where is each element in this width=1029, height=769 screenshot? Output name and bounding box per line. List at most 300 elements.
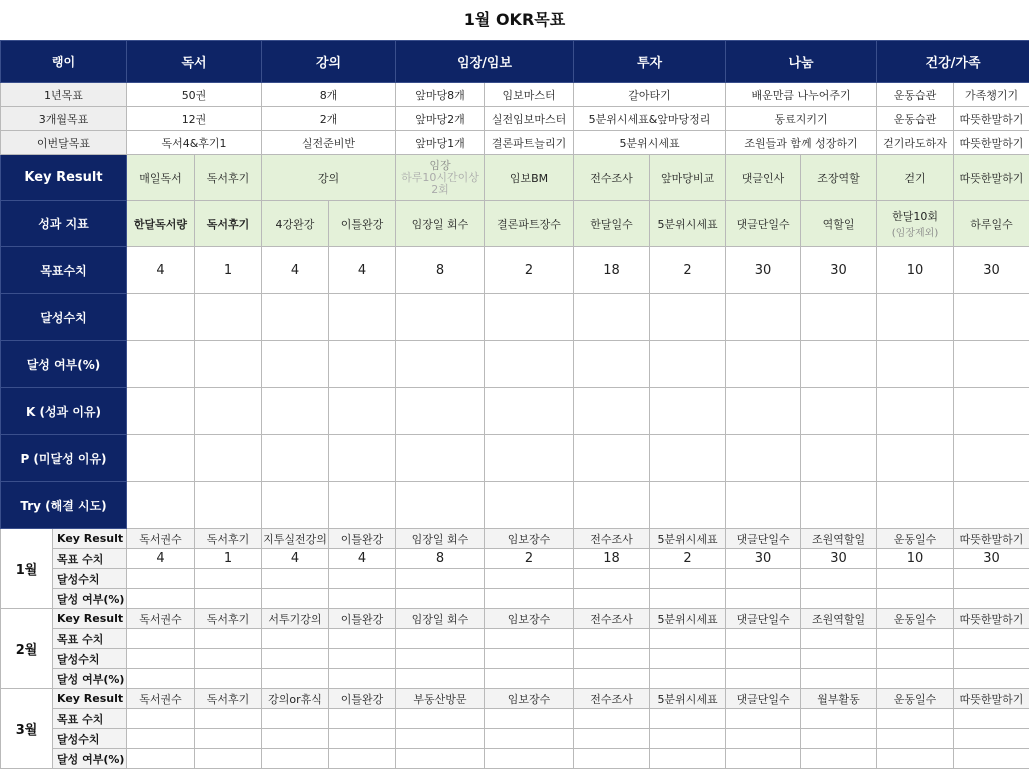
empty-cell[interactable] [127, 341, 195, 388]
empty-cell[interactable] [726, 482, 801, 529]
empty-cell[interactable] [329, 629, 396, 649]
empty-cell[interactable] [396, 729, 485, 749]
empty-cell[interactable] [726, 341, 801, 388]
empty-cell[interactable] [195, 729, 262, 749]
monthly-row-label: 달성수치 [53, 649, 127, 669]
metric-cell: 한달일수 [574, 201, 650, 247]
empty-cell[interactable] [650, 569, 726, 589]
empty-cell[interactable] [801, 435, 877, 482]
empty-cell[interactable] [650, 729, 726, 749]
empty-cell[interactable] [329, 649, 396, 669]
goal-cell: 배운만큼 나누어주기 [726, 83, 877, 107]
empty-cell[interactable] [801, 482, 877, 529]
key-result-cell: 앞마당비교 [650, 155, 726, 201]
empty-cell[interactable] [127, 435, 195, 482]
monthly-target-cell[interactable]: 4 [127, 549, 195, 569]
keep-row [1, 388, 1029, 435]
target-cell[interactable]: 10 [877, 247, 954, 294]
empty-cell[interactable] [329, 341, 396, 388]
empty-cell[interactable] [726, 569, 801, 589]
category-imjang: 임장/임보 [396, 41, 574, 83]
empty-cell[interactable] [396, 388, 485, 435]
empty-cell[interactable] [877, 569, 954, 589]
empty-cell[interactable] [262, 569, 329, 589]
key-result-cell: 전수조사 [574, 155, 650, 201]
empty-cell[interactable] [127, 388, 195, 435]
category-health: 건강/가족 [877, 41, 1029, 83]
goal-cell: 앞마당1개 [396, 131, 485, 155]
category-reading: 독서 [127, 41, 262, 83]
empty-cell[interactable] [801, 669, 877, 689]
empty-cell[interactable] [954, 729, 1029, 749]
empty-cell[interactable] [195, 589, 262, 609]
month-3-achieved-row [1, 729, 1029, 749]
key-result-cell: 조장역할 [801, 155, 877, 201]
target-cell[interactable]: 2 [650, 247, 726, 294]
empty-cell[interactable] [801, 569, 877, 589]
monthly-kr-cell: 댓글단일수 [726, 689, 801, 709]
empty-cell[interactable] [262, 435, 329, 482]
empty-cell[interactable] [329, 435, 396, 482]
empty-cell[interactable] [485, 729, 574, 749]
empty-cell[interactable] [877, 589, 954, 609]
metric-cell: 결론파트장수 [485, 201, 574, 247]
monthly-target-cell[interactable]: 8 [396, 549, 485, 569]
empty-cell[interactable] [954, 294, 1029, 341]
target-cell[interactable]: 4 [262, 247, 329, 294]
empty-cell[interactable] [329, 669, 396, 689]
empty-cell[interactable] [954, 482, 1029, 529]
rangi-header: 랭이 [1, 41, 127, 83]
category-share: 나눔 [726, 41, 877, 83]
target-cell[interactable]: 4 [329, 247, 396, 294]
row-label: 달성 여부(%) [1, 341, 127, 388]
empty-cell[interactable] [877, 749, 954, 769]
row-label: P (미달성 이유) [1, 435, 127, 482]
key-result-cell [396, 155, 485, 201]
monthly-kr-cell: 임보장수 [485, 609, 574, 629]
empty-cell[interactable] [329, 388, 396, 435]
monthly-kr-cell: 따뜻한말하기 [954, 609, 1029, 629]
empty-cell[interactable] [801, 729, 877, 749]
empty-cell[interactable] [262, 388, 329, 435]
empty-cell[interactable] [485, 649, 574, 669]
target-cell[interactable]: 30 [954, 247, 1029, 294]
target-cell[interactable]: 8 [396, 247, 485, 294]
empty-cell[interactable] [574, 435, 650, 482]
empty-cell[interactable] [195, 294, 262, 341]
metric-cell: 역할일 [801, 201, 877, 247]
empty-cell[interactable] [262, 649, 329, 669]
month-label: 1월 [1, 529, 53, 609]
empty-cell[interactable] [650, 709, 726, 729]
empty-cell[interactable] [329, 569, 396, 589]
monthly-kr-cell: 조원역할일 [801, 529, 877, 549]
empty-cell[interactable] [574, 629, 650, 649]
empty-cell[interactable] [127, 709, 195, 729]
monthly-kr-cell: 부동산방문 [396, 689, 485, 709]
empty-cell[interactable] [650, 749, 726, 769]
goal-cell: 앞마당2개 [396, 107, 485, 131]
monthly-kr-cell: 운동일수 [877, 529, 954, 549]
monthly-kr-cell: 이틀완강 [329, 689, 396, 709]
monthly-target-cell[interactable]: 10 [877, 549, 954, 569]
empty-cell[interactable] [574, 669, 650, 689]
key-result-cell: 걷기 [877, 155, 954, 201]
month-2-kr-row [1, 609, 1029, 629]
empty-cell[interactable] [954, 388, 1029, 435]
empty-cell[interactable] [726, 388, 801, 435]
monthly-kr-cell: 서투기강의 [262, 609, 329, 629]
month-1-kr-row [1, 529, 1029, 549]
target-cell[interactable]: 30 [726, 247, 801, 294]
empty-cell[interactable] [396, 649, 485, 669]
empty-cell[interactable] [485, 569, 574, 589]
target-cell[interactable]: 30 [801, 247, 877, 294]
monthly-target-cell[interactable]: 1 [195, 549, 262, 569]
empty-cell[interactable] [877, 294, 954, 341]
empty-cell[interactable] [485, 341, 574, 388]
empty-cell[interactable] [726, 729, 801, 749]
empty-cell[interactable] [801, 749, 877, 769]
empty-cell[interactable] [127, 629, 195, 649]
row-label: Try (해결 시도) [1, 482, 127, 529]
empty-cell[interactable] [127, 294, 195, 341]
empty-cell[interactable] [396, 709, 485, 729]
category-invest: 투자 [574, 41, 726, 83]
empty-cell[interactable] [954, 569, 1029, 589]
monthly-row-label: 달성 여부(%) [53, 669, 127, 689]
empty-cell[interactable] [650, 482, 726, 529]
okr-table [0, 40, 1029, 769]
empty-cell[interactable] [574, 294, 650, 341]
empty-cell[interactable] [574, 388, 650, 435]
goal-cell: 운동습관 [877, 83, 954, 107]
monthly-kr-cell: 운동일수 [877, 609, 954, 629]
empty-cell[interactable] [329, 729, 396, 749]
empty-cell[interactable] [127, 569, 195, 589]
empty-cell[interactable] [954, 649, 1029, 669]
empty-cell[interactable] [127, 649, 195, 669]
empty-cell[interactable] [195, 709, 262, 729]
monthly-kr-cell: 독서후기 [195, 689, 262, 709]
empty-cell[interactable] [485, 482, 574, 529]
try-row [1, 482, 1029, 529]
key-result-line: 2회 [397, 184, 483, 196]
empty-cell[interactable] [329, 482, 396, 529]
empty-cell[interactable] [195, 669, 262, 689]
empty-cell[interactable] [574, 749, 650, 769]
empty-cell[interactable] [195, 569, 262, 589]
monthly-target-cell[interactable]: 2 [485, 549, 574, 569]
row-label: Key Result [1, 155, 127, 201]
monthly-kr-cell: 따뜻한말하기 [954, 689, 1029, 709]
monthly-target-cell[interactable]: 30 [954, 549, 1029, 569]
monthly-target-cell[interactable]: 30 [801, 549, 877, 569]
empty-cell[interactable] [574, 649, 650, 669]
empty-cell[interactable] [195, 629, 262, 649]
key-result-cell: 매일독서 [127, 155, 195, 201]
empty-cell[interactable] [574, 341, 650, 388]
empty-cell[interactable] [877, 649, 954, 669]
metric-row [1, 201, 1029, 247]
goal-cell: 2개 [262, 107, 396, 131]
monthly-target-cell[interactable]: 4 [329, 549, 396, 569]
row-label: 1년목표 [1, 83, 127, 107]
empty-cell[interactable] [329, 294, 396, 341]
metric-cell: 한달독서량 [127, 201, 195, 247]
target-cell[interactable]: 18 [574, 247, 650, 294]
monthly-kr-cell: 운동일수 [877, 689, 954, 709]
monthly-kr-cell: 독서권수 [127, 689, 195, 709]
empty-cell[interactable] [262, 629, 329, 649]
empty-cell[interactable] [485, 749, 574, 769]
header-row [1, 41, 1029, 83]
empty-cell[interactable] [485, 435, 574, 482]
goal-cell: 동료지키기 [726, 107, 877, 131]
monthly-kr-cell: 임보장수 [485, 529, 574, 549]
goal-cell: 운동습관 [877, 107, 954, 131]
empty-cell[interactable] [262, 482, 329, 529]
monthly-kr-cell: 강의or휴식 [262, 689, 329, 709]
goal-cell: 따뜻한말하기 [954, 107, 1029, 131]
key-result-line: 하루10시간이상 [397, 172, 483, 184]
empty-cell[interactable] [485, 669, 574, 689]
page-title: 1월 OKR목표 [0, 0, 1029, 40]
empty-cell[interactable] [396, 669, 485, 689]
empty-cell[interactable] [801, 589, 877, 609]
goal-cell: 조원들과 함께 성장하기 [726, 131, 877, 155]
goal-cell: 5분위시세표&앞마당정리 [574, 107, 726, 131]
empty-cell[interactable] [650, 669, 726, 689]
monthly-target-cell[interactable]: 2 [650, 549, 726, 569]
empty-cell[interactable] [877, 435, 954, 482]
goal-cell: 가족챙기기 [954, 83, 1029, 107]
empty-cell[interactable] [801, 629, 877, 649]
goal-cell: 50권 [127, 83, 262, 107]
empty-cell[interactable] [329, 749, 396, 769]
monthly-kr-cell: 임보장수 [485, 689, 574, 709]
month-2-target-row [1, 629, 1029, 649]
monthly-row-label: 달성수치 [53, 729, 127, 749]
empty-cell[interactable] [801, 341, 877, 388]
empty-cell[interactable] [650, 629, 726, 649]
empty-cell[interactable] [485, 589, 574, 609]
empty-cell[interactable] [262, 589, 329, 609]
monthly-row-label: 목표 수치 [53, 709, 127, 729]
empty-cell[interactable] [801, 649, 877, 669]
empty-cell[interactable] [127, 669, 195, 689]
empty-cell[interactable] [954, 669, 1029, 689]
monthly-target-cell[interactable]: 4 [262, 549, 329, 569]
empty-cell[interactable] [650, 435, 726, 482]
empty-cell[interactable] [650, 589, 726, 609]
empty-cell[interactable] [396, 341, 485, 388]
empty-cell[interactable] [726, 709, 801, 729]
monthly-kr-cell: 이틀완강 [329, 609, 396, 629]
row-label: K (성과 이유) [1, 388, 127, 435]
month-2-achieved-row [1, 649, 1029, 669]
goal-cell: 걷기라도하자 [877, 131, 954, 155]
empty-cell[interactable] [726, 435, 801, 482]
goal-cell: 임보마스터 [485, 83, 574, 107]
empty-cell[interactable] [801, 709, 877, 729]
month-3-kr-row [1, 689, 1029, 709]
monthly-row-label: 달성 여부(%) [53, 589, 127, 609]
empty-cell[interactable] [127, 729, 195, 749]
target-cell[interactable]: 2 [485, 247, 574, 294]
empty-cell[interactable] [877, 629, 954, 649]
empty-cell[interactable] [396, 482, 485, 529]
quarter-goal-row [1, 107, 1029, 131]
empty-cell[interactable] [726, 589, 801, 609]
goal-cell: 8개 [262, 83, 396, 107]
row-label: 달성수치 [1, 294, 127, 341]
empty-cell[interactable] [650, 294, 726, 341]
metric-cell: 5분위시세표 [650, 201, 726, 247]
empty-cell[interactable] [801, 294, 877, 341]
metric-cell: 이틀완강 [329, 201, 396, 247]
key-result-cell: 강의 [262, 155, 396, 201]
empty-cell[interactable] [954, 629, 1029, 649]
monthly-kr-cell: 월부활동 [801, 689, 877, 709]
key-result-cell: 독서후기 [195, 155, 262, 201]
month-1-target-row [1, 549, 1029, 569]
empty-cell[interactable] [726, 749, 801, 769]
empty-cell[interactable] [877, 482, 954, 529]
empty-cell[interactable] [877, 709, 954, 729]
empty-cell[interactable] [650, 341, 726, 388]
metric-note: (임장제외) [878, 224, 952, 239]
empty-cell[interactable] [195, 749, 262, 769]
empty-cell[interactable] [954, 435, 1029, 482]
empty-cell[interactable] [329, 709, 396, 729]
metric-cell: 독서후기 [195, 201, 262, 247]
empty-cell[interactable] [485, 629, 574, 649]
empty-cell[interactable] [195, 388, 262, 435]
empty-cell[interactable] [195, 435, 262, 482]
empty-cell[interactable] [127, 589, 195, 609]
month-label: 2월 [1, 609, 53, 689]
monthly-kr-cell: 임장일 회수 [396, 529, 485, 549]
metric-cell [877, 201, 954, 247]
empty-cell[interactable] [726, 629, 801, 649]
monthly-kr-cell: 댓글단일수 [726, 529, 801, 549]
month-1-rate-row [1, 589, 1029, 609]
monthly-kr-cell: 독서후기 [195, 609, 262, 629]
empty-cell[interactable] [954, 749, 1029, 769]
empty-cell[interactable] [574, 569, 650, 589]
empty-cell[interactable] [954, 589, 1029, 609]
monthly-kr-cell: 이틀완강 [329, 529, 396, 549]
monthly-kr-cell: 따뜻한말하기 [954, 529, 1029, 549]
empty-cell[interactable] [574, 589, 650, 609]
empty-cell[interactable] [650, 388, 726, 435]
empty-cell[interactable] [801, 388, 877, 435]
empty-cell[interactable] [262, 729, 329, 749]
goal-cell: 실전임보마스터 [485, 107, 574, 131]
empty-cell[interactable] [574, 709, 650, 729]
empty-cell[interactable] [195, 649, 262, 669]
monthly-kr-cell: 지투실전강의 [262, 529, 329, 549]
empty-cell[interactable] [726, 669, 801, 689]
year-goal-row [1, 83, 1029, 107]
empty-cell[interactable] [396, 435, 485, 482]
achieved-row [1, 294, 1029, 341]
empty-cell[interactable] [262, 669, 329, 689]
empty-cell[interactable] [485, 388, 574, 435]
month-label: 3월 [1, 689, 53, 769]
row-label: 이번달목표 [1, 131, 127, 155]
empty-cell[interactable] [396, 569, 485, 589]
empty-cell[interactable] [650, 649, 726, 669]
empty-cell[interactable] [127, 749, 195, 769]
empty-cell[interactable] [954, 341, 1029, 388]
empty-cell[interactable] [877, 341, 954, 388]
problem-row [1, 435, 1029, 482]
monthly-kr-cell: 댓글단일수 [726, 609, 801, 629]
goal-cell: 갈아타기 [574, 83, 726, 107]
empty-cell[interactable] [195, 482, 262, 529]
goal-cell: 결론파트늘리기 [485, 131, 574, 155]
monthly-target-cell[interactable]: 30 [726, 549, 801, 569]
monthly-kr-cell: 전수조사 [574, 529, 650, 549]
key-result-cell: 따뜻한말하기 [954, 155, 1029, 201]
monthly-kr-cell: 독서권수 [127, 529, 195, 549]
empty-cell[interactable] [329, 589, 396, 609]
monthly-target-cell[interactable]: 18 [574, 549, 650, 569]
goal-cell: 독서4&후기1 [127, 131, 262, 155]
target-cell[interactable]: 4 [127, 247, 195, 294]
monthly-kr-cell: 5분위시세표 [650, 689, 726, 709]
empty-cell[interactable] [262, 341, 329, 388]
empty-cell[interactable] [574, 729, 650, 749]
empty-cell[interactable] [396, 294, 485, 341]
empty-cell[interactable] [877, 388, 954, 435]
empty-cell[interactable] [396, 589, 485, 609]
target-cell[interactable]: 1 [195, 247, 262, 294]
empty-cell[interactable] [877, 669, 954, 689]
empty-cell[interactable] [574, 482, 650, 529]
monthly-kr-cell: 전수조사 [574, 689, 650, 709]
empty-cell[interactable] [262, 749, 329, 769]
empty-cell[interactable] [262, 294, 329, 341]
goal-cell: 5분위시세표 [574, 131, 726, 155]
metric-cell: 하루일수 [954, 201, 1029, 247]
monthly-kr-cell: 임장일 회수 [396, 609, 485, 629]
key-result-line: 임장 [397, 160, 483, 172]
empty-cell[interactable] [485, 709, 574, 729]
empty-cell[interactable] [195, 341, 262, 388]
metric-cell: 임장일 회수 [396, 201, 485, 247]
rate-row [1, 341, 1029, 388]
empty-cell[interactable] [396, 749, 485, 769]
empty-cell[interactable] [726, 649, 801, 669]
month-3-target-row [1, 709, 1029, 729]
goal-cell: 실전준비반 [262, 131, 396, 155]
monthly-kr-cell: 전수조사 [574, 609, 650, 629]
key-result-cell: 임보BM [485, 155, 574, 201]
monthly-kr-cell: 조원역할일 [801, 609, 877, 629]
empty-cell[interactable] [262, 709, 329, 729]
empty-cell[interactable] [954, 709, 1029, 729]
empty-cell[interactable] [485, 294, 574, 341]
empty-cell[interactable] [726, 294, 801, 341]
empty-cell[interactable] [396, 629, 485, 649]
empty-cell[interactable] [877, 729, 954, 749]
monthly-kr-cell: 5분위시세표 [650, 609, 726, 629]
empty-cell[interactable] [127, 482, 195, 529]
